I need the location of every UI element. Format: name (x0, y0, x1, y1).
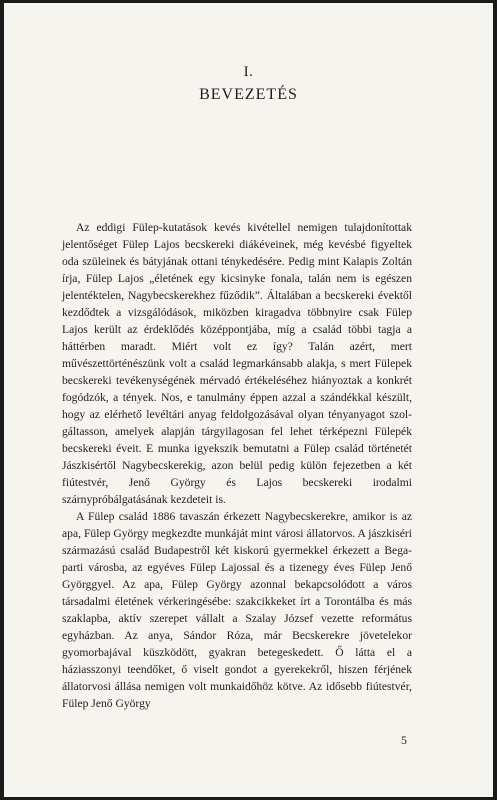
paragraph-1: Az eddigi Fülep-kutatások kevés kivétellel nemigen tulajdonítottak jelentőséget Fülep Lajos becskereki diákéveinek, még kevésbé figyeltek oda szüleinek és bátyjának ottani ténykedésére. Pedig mint Kalapis Zoltán írja, Fülep Lajos „életének egy kicsinyke fonala, talán nem is egészen jelentéktelen, Nagybecskerekhez fűződik”. Általában a becskereki évektől kezdődtek a vizsgálódások, miközben kiragadva többnyire csak Fülep Lajos került az érdeklődés középpontjába, míg a család többi tagja a háttérben maradt. Miért volt ez így? Talán azért, mert művészettörténészünk volt a család legmarkánsabb alakja, s mert Fülepek becskereki tevékenységének mérvadó értékeléséhez hiányoztak a konkrét fogódzók, a tények. Nos, e tanulmány éppen azzal a szándékkal készült, hogy az elérhető levéltári anyag feldolgozásával olyan tényanyagot szolgáltasson, amelyek alapján tárgyilagosan fel lehet térképezni Fülepék becskereki éveit. E munka igyekszik bemutatni a Fülep család történetét Jászkisértől Nagybecskerekig, azon belül pedig külön fejezetben a két fiútestvér, Jenő György és Lajos becskereki irodalmi szárnypróbálgatásának kezdeteit is. (62, 221, 412, 506)
chapter-number: I. (243, 64, 254, 80)
body-text (62, 219, 412, 712)
chapter-title: BEVEZETÉS (199, 86, 298, 103)
book-page (4, 3, 493, 797)
paragraph-2: A Fülep család 1886 tavaszán érkezett Nagybecskerekre, amikor is az apa, Fülep György megkezdte munkáját mint városi állatorvos. A jászkiséri származású család Budapestről két kiskorú gyermekkel érkezett a Bega-parti városba, az egyéves Fülep Lajossal és a tizenegy éves Fülep Jenő Györggyel. Az apa, Fülep György azonnal bekapcsolódott a város társadalmi életének vérkeringésébe: szakcikkeket írt a Torontálba és más szaklapba, aktív szerepet vállalt a Szalay József vezette református egyházban. Az anya, Sándor Róza, már Becskerekre jövetelekor gyomorbajával küszködött, gyakran betegeskedett. Ő látta el a háziasszonyi teendőket, ő viselt gondot a gyerekekről, hiszen férjének állatorvosi állása nemigen volt munkaidőhöz kötve. Az idősebb fiútestvér, Fülep Jenő György (62, 510, 412, 710)
page-number: 5 (401, 733, 407, 747)
